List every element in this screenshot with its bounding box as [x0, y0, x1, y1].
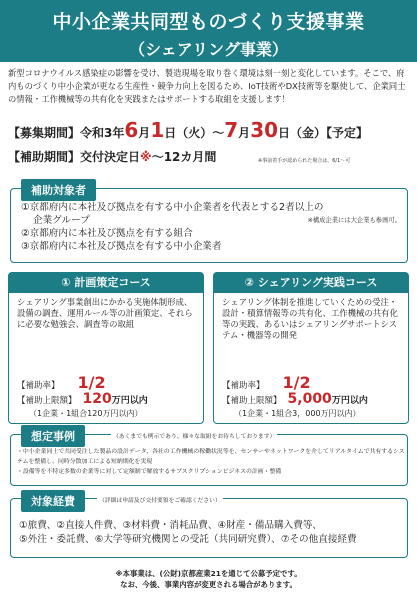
course-planning-cap [17, 391, 148, 407]
limit-text: 交付決定日 [80, 150, 141, 164]
period-start-weekday: 日（火）～ [164, 126, 225, 140]
course-practice-cap [222, 391, 368, 407]
target-item-2: ②京都府内に本社及び拠点を有する組合 [21, 228, 193, 239]
target-item-1 [21, 214, 401, 227]
limit-rest: ～12カ月間 [151, 150, 217, 164]
period-month-char: 月 [138, 126, 151, 140]
cases-tag: 想定事例 [21, 425, 85, 447]
period-end-day: 30 [250, 118, 279, 142]
subsidy-period [8, 148, 216, 165]
target-item-3: ③京都府内に本社及び拠点を有する中小企業者 [21, 241, 222, 252]
cases-box [10, 430, 408, 486]
rate-value: 1/2 [282, 373, 311, 392]
costs-box [10, 495, 408, 558]
application-period [8, 118, 368, 142]
targets-list [21, 201, 401, 253]
targets-box [10, 184, 408, 263]
limit-star: ※ [140, 150, 152, 164]
cases-list [17, 447, 405, 477]
cap-value: 120 [82, 391, 112, 407]
period-month-char-2: 月 [238, 126, 251, 140]
period-note: 【予定】 [326, 126, 369, 140]
course-planning [8, 272, 204, 424]
limit-note: ※事前着手が認められた場合は、6/1～可 [258, 158, 351, 164]
case-item-2: ・設備等を不特定多数の企業等に対して定額制で解放するサブスクリプションビジネスの計画・整備 [17, 469, 282, 475]
footer-note [0, 568, 417, 590]
period-end-weekday: 日（金） [278, 126, 327, 140]
course-practice-desc: シェアリング体制を推進していくための受注・設計・積算情報等の共有化、工作機械の共有化等の実践、あるいはシェアリングサポートシステム・機器等の開発 [222, 297, 398, 340]
cost-line-2: ⑤外注・委託費、⑥大学等研究機関との受託（共同研究費）、⑦その他直接経費 [19, 534, 357, 545]
footer-line-1: ※本事業は、(公財)京都産業21を通じて公募予定です。 [115, 569, 302, 578]
period-era: 令和3年 [80, 126, 125, 140]
cases-tag-note: （あくまでも例示であり、様々な取組をお待ちしております） [111, 431, 277, 440]
cap-value: 5,000 [287, 391, 332, 407]
rate-label: 【補助率】 [222, 381, 265, 391]
period-start-day: 1 [150, 118, 165, 142]
period-start-month: 6 [124, 118, 139, 142]
rate-value: 1/2 [77, 373, 106, 392]
footer-line-2: なお、今後、事業内容が変更される場合があります。 [120, 580, 297, 589]
case-item-1: ・中小企業同士で共同受注した製品の設計データ、各社の工作機械の稼働状況等を、センサーやネットワークを介してリアルタイムで共有するシステムを整備し、同時分散加工による短納期化を実現 [17, 449, 405, 465]
cap-label: 【補助上限額】 [222, 396, 282, 406]
period-end-month: 7 [224, 118, 239, 142]
cap-unit: 万円以内 [331, 396, 368, 406]
limit-label: 【補助期間】 [8, 150, 81, 164]
targets-tag: 補助対象者 [21, 179, 96, 201]
target-item-1a: ①京都府内に本社及び拠点を有する中小企業者を代表とする2者以上の [21, 202, 324, 213]
course-planning-cap-note: （1企業・1組合120万円以内） [29, 409, 143, 418]
page-subtitle: （シェアリング事業） [129, 40, 288, 59]
costs-tag: 対象経費 [21, 490, 85, 512]
cap-unit: 万円以内 [111, 396, 148, 406]
course-planning-desc: シェアリング事業創出にかかる実施体制形成、設備の調査、運用ルール等の計画策定、それらに必要な勉強会、調査等の取組 [17, 297, 193, 329]
period-label: 【募集期間】 [8, 126, 81, 140]
rate-label: 【補助率】 [17, 381, 60, 391]
intro-text: 新型コロナウイルス感染症の影響を受け、製造現場を取り巻く環境は刻一刻と変化しています。そこで、府内ものづくり中小企業が更なる生産性・競争力向上を図るため、IoT技術やDX技術等を駆使して、企業同士の情報・工作機械等の共有化を実践またはサポートする取組を支援します！ [8, 68, 406, 104]
page-title: 中小企業共同型ものづくり支援事業 [52, 11, 365, 33]
header-banner [0, 0, 417, 62]
costs-tag-note: （詳細は申請及び交付要領をご確認ください） [97, 495, 223, 504]
course-practice-title: ② シェアリング実践コース [214, 273, 408, 293]
target-item-1-note: ※構成企業には大企業も参画可。 [307, 217, 401, 224]
target-item-1b: 企業グループ [33, 215, 90, 226]
cost-line-1: ①旅費、②直接人件費、③材料費・消耗品費、④財産・備品購入費等、 [19, 520, 323, 531]
cap-label: 【補助上限額】 [17, 396, 77, 406]
course-practice [213, 272, 409, 424]
course-practice-rate [222, 373, 311, 392]
course-planning-title: ① 計画策定コース [9, 273, 203, 293]
course-practice-cap-note: （1企業・1組合3，000万円以内） [234, 409, 361, 418]
costs-list [19, 519, 357, 547]
course-planning-rate [17, 373, 106, 392]
